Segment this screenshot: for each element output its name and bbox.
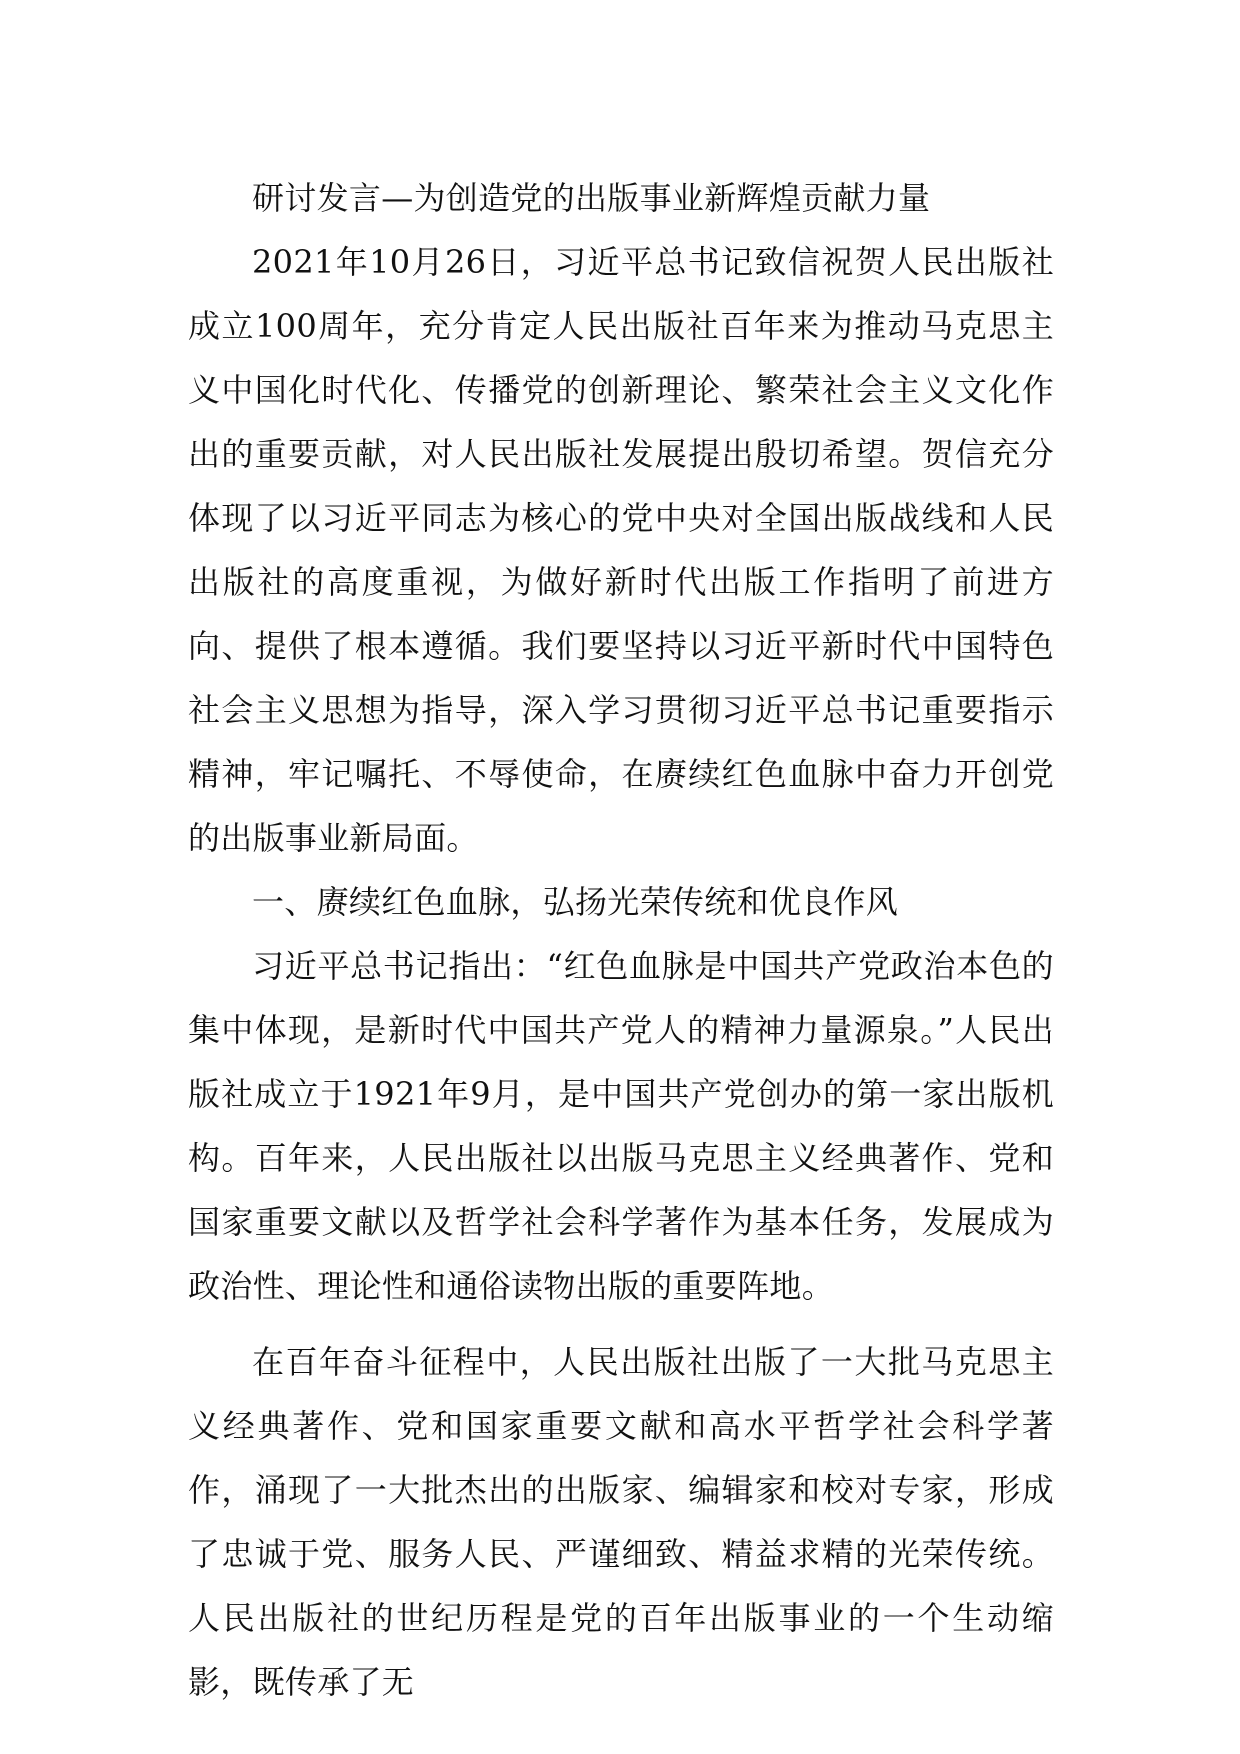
- document-body: [188, 166, 1054, 1714]
- paragraph-1: 2021年10月26日，习近平总书记致信祝贺人民出版社成立100周年，充分肯定人民出版社百年来为推动马克思主义中国化时代化、传播党的创新理论、繁荣社会主义文化作出的重要贡献，对人民出版社发展提出殷切希望。贺信充分体现了以习近平同志为核心的党中央对全国出版战线和人民出版社的高度重视，为做好新时代出版工作指明了前进方向、提供了根本遵循。我们要坚持以习近平新时代中国特色社会主义思想为指导，深入学习贯彻习近平总书记重要指示精神，牢记嘱托、不辱使命，在赓续红色血脉中奋力开创党的出版事业新局面。: [188, 243, 1054, 857]
- document-title: 研讨发言—为创造党的出版事业新辉煌贡献力量: [252, 179, 931, 217]
- section-heading-1: 一、赓续红色血脉，弘扬光荣传统和优良作风: [252, 883, 899, 921]
- paragraph-2: 习近平总书记指出：“红色血脉是中国共产党政治本色的集中体现，是新时代中国共产党人的精神力量源泉。”人民出版社成立于1921年9月，是中国共产党创办的第一家出版机构。百年来，人民出版社以出版马克思主义经典著作、党和国家重要文献以及哲学社会科学著作为基本任务，发展成为政治性、理论性和通俗读物出版的重要阵地。: [188, 947, 1054, 1305]
- paragraph-3: 在百年奋斗征程中，人民出版社出版了一大批马克思主义经典著作、党和国家重要文献和高水平哲学社会科学著作，涌现了一大批杰出的出版家、编辑家和校对专家，形成了忠诚于党、服务人民、严谨细致、精益求精的光荣传统。人民出版社的世纪历程是党的百年出版事业的一个生动缩影，既传承了无: [188, 1343, 1054, 1701]
